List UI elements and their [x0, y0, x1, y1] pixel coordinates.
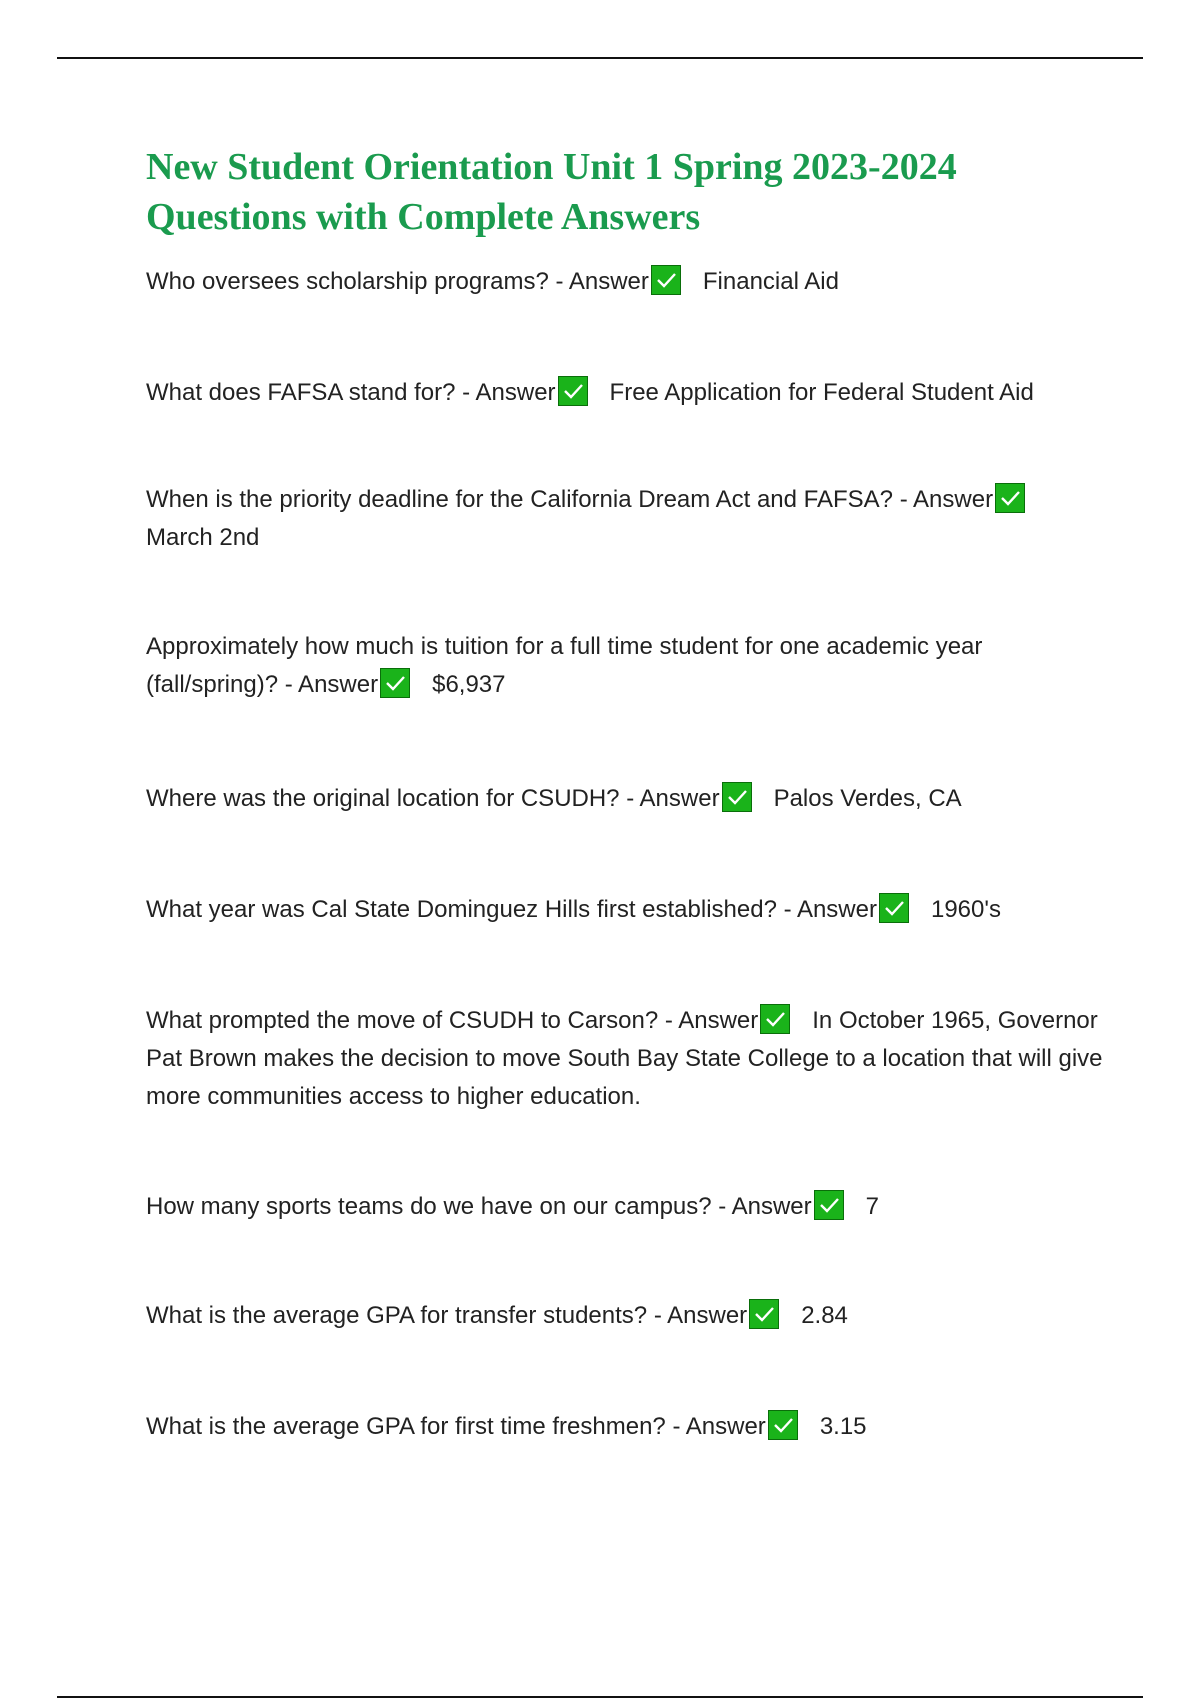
qa-item-10 [146, 1408, 1106, 1446]
answer-label: - Answer [555, 268, 649, 295]
answer-text: Palos Verdes, CA [773, 785, 962, 812]
answer-text: In October 1965, Governor Pat Brown makes the decision to move South Bay State College to a location that will give more communities access to higher education. [146, 1007, 1103, 1110]
question-text: How many sports teams do we have on our campus? [146, 1193, 712, 1220]
answer-label: - Answer [626, 785, 720, 812]
answer-label: - Answer [664, 1007, 759, 1034]
check-mark-icon [380, 668, 410, 698]
qa-item-7 [146, 1002, 1106, 1116]
qa-item-4 [146, 628, 1106, 704]
question-text: Where was the original location for CSUDH? [146, 785, 620, 812]
check-mark-icon [814, 1190, 844, 1220]
check-mark-icon [558, 376, 588, 406]
answer-label: - Answer [672, 1413, 766, 1440]
answer-label: - Answer [653, 1302, 748, 1329]
answer-text: 7 [865, 1193, 880, 1220]
answer-text: $6,937 [432, 671, 506, 698]
check-mark-icon [749, 1299, 779, 1329]
check-mark-icon [768, 1410, 798, 1440]
top-rule [57, 57, 1143, 59]
answer-label: - Answer [718, 1193, 812, 1220]
qa-item-2 [146, 374, 1106, 412]
qa-item-5 [146, 780, 1106, 818]
qa-item-3 [146, 481, 1106, 557]
qa-item-8 [146, 1188, 1106, 1226]
answer-label: - Answer [783, 896, 877, 923]
answer-text: Financial Aid [702, 268, 839, 295]
answer-text: 1960's [930, 896, 1001, 923]
document-title: New Student Orientation Unit 1 Spring 2023-2024 Questions with Complete Answers [146, 146, 957, 238]
answer-label: - Answer [899, 486, 994, 513]
answer-label: - Answer [284, 671, 379, 698]
question-text: What year was Cal State Dominguez Hills first established? [146, 896, 777, 923]
answer-text: 2.84 [801, 1302, 848, 1329]
question-text: Approximately how much is tuition for a full time student for one academic year (fall/spring)? [146, 633, 983, 698]
qa-item-9 [146, 1297, 1106, 1335]
qa-item-6 [146, 891, 1106, 929]
question-text: When is the priority deadline for the California Dream Act and FAFSA? [146, 486, 894, 513]
qa-item-1 [146, 263, 1106, 301]
question-text: What is the average GPA for first time freshmen? [146, 1413, 666, 1440]
answer-label: - Answer [462, 379, 556, 406]
answer-text: March 2nd [146, 524, 260, 551]
check-mark-icon [760, 1004, 790, 1034]
question-text: Who oversees scholarship programs? [146, 268, 549, 295]
answer-text: Free Application for Federal Student Aid [609, 379, 1034, 406]
bottom-rule [57, 1696, 1143, 1698]
check-mark-icon [995, 483, 1025, 513]
question-text: What prompted the move of CSUDH to Carson? [146, 1007, 659, 1034]
question-text: What does FAFSA stand for? [146, 379, 456, 406]
check-mark-icon [879, 893, 909, 923]
question-text: What is the average GPA for transfer students? [146, 1302, 648, 1329]
check-mark-icon [651, 265, 681, 295]
check-mark-icon [722, 782, 752, 812]
answer-text: 3.15 [819, 1413, 867, 1440]
